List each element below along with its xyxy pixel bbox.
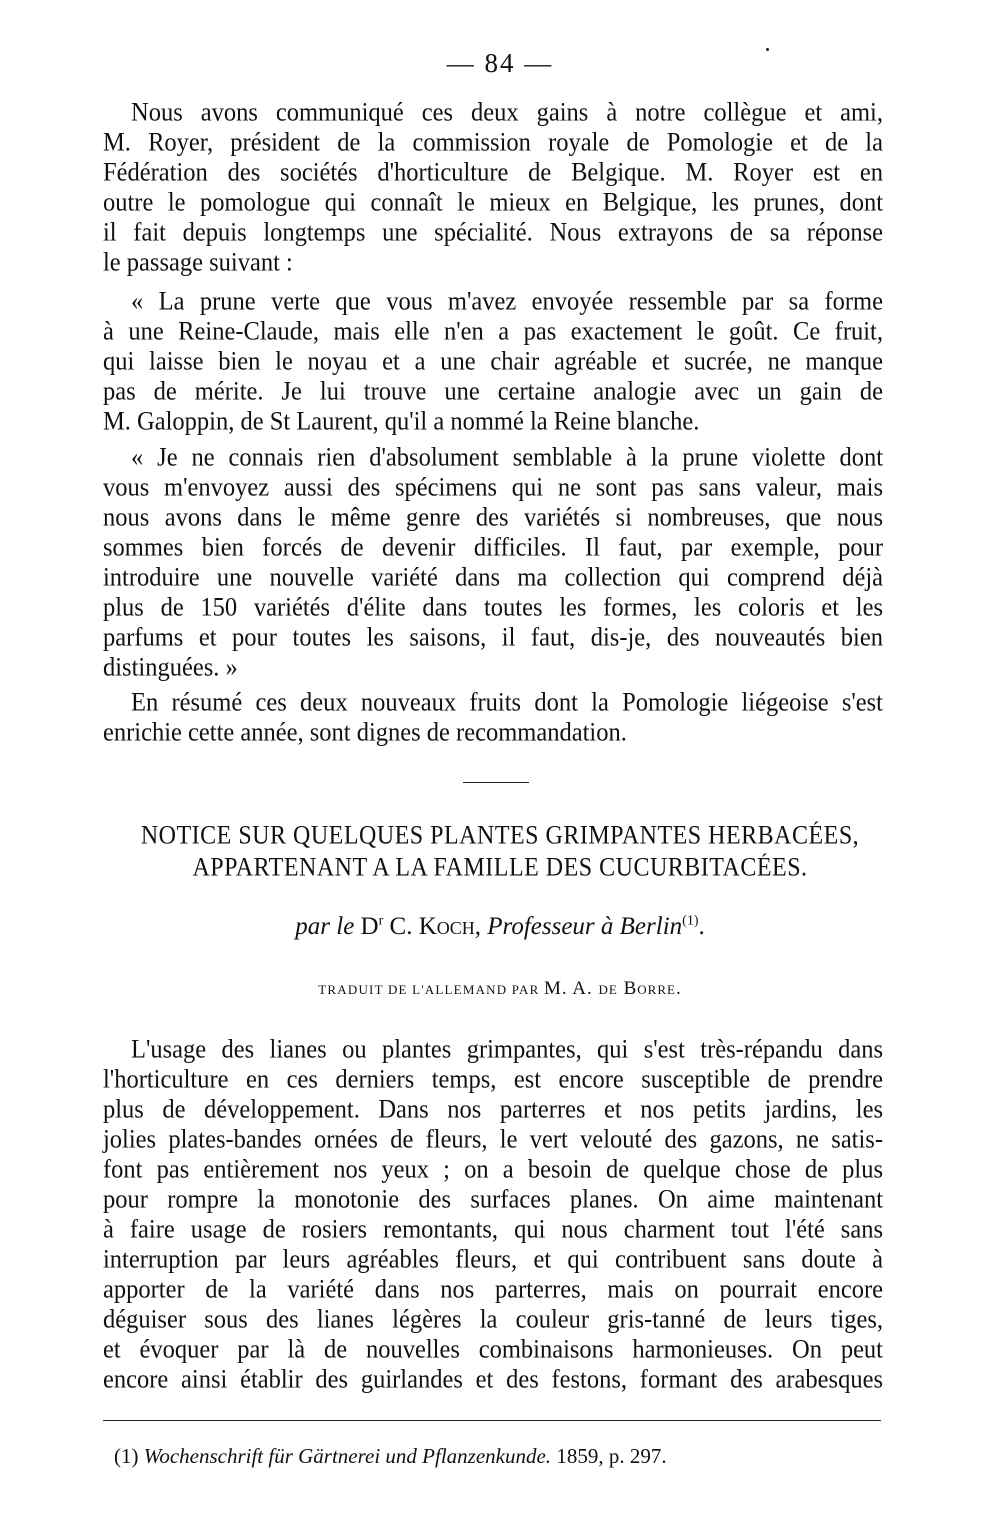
text-line: Fédération des sociétés d'horticulture de Belgique. M. Royer est en xyxy=(103,157,883,188)
footnote xyxy=(114,1444,667,1469)
footnote-citation: 1859, p. 297. xyxy=(556,1444,667,1468)
article-title-line-1: NOTICE SUR QUELQUES PLANTES GRIMPANTES HERBACÉES, xyxy=(140,821,860,851)
text-line: enrichie cette année, sont dignes de recommandation. xyxy=(103,717,627,748)
text-line: nous avons dans le même genre des variétés si nombreuses, que nous xyxy=(103,502,883,533)
translator-name: M. A. de Borre. xyxy=(543,978,682,999)
text-line: et évoquer par là de nouvelles combinaisons harmonieuses. On peut xyxy=(103,1334,883,1365)
text-line: déguiser sous des lianes légères la couleur gris-tanné de leurs tiges, xyxy=(103,1304,883,1335)
text-line: encore ainsi établir des guirlandes et des festons, formant des arabesques xyxy=(103,1364,883,1395)
text-line: « La prune verte que vous m'avez envoyée ressemble par sa forme xyxy=(131,286,883,317)
text-line: sommes bien forcés de devenir difficiles. Il faut, par exemple, pour xyxy=(103,532,883,563)
paragraph-resume xyxy=(103,688,883,748)
text-line: l'horticulture en ces derniers temps, est encore susceptible de prendre xyxy=(103,1064,883,1095)
text-line: il fait depuis longtemps une spécialité. Nous extrayons de sa réponse xyxy=(103,217,883,248)
scan-speck xyxy=(766,48,769,51)
text-line: à une Reine-Claude, mais elle n'en a pas exactement le goût. Ce fruit, xyxy=(103,316,883,347)
quote-prune-violette xyxy=(103,443,883,683)
byline-role: Professeur à Berlin xyxy=(487,913,683,940)
paragraph-royer xyxy=(103,98,883,278)
text-line: En résumé ces deux nouveaux fruits dont la Pomologie liégeoise s'est xyxy=(131,687,883,718)
text-line: M. Galoppin, de St Laurent, qu'il a nommé la Reine blanche. xyxy=(103,406,700,437)
translator-prefix: TRADUIT DE L'ALLEMAND PAR xyxy=(318,982,540,997)
footnote-reference[interactable]: (1) xyxy=(682,913,699,929)
text-line: introduire une nouvelle variété dans ma collection qui comprend déjà xyxy=(103,562,883,593)
footnote-source: Wochenschrift für Gärtnerei und Pflanzenkunde. xyxy=(143,1444,552,1468)
text-line: apporter de la variété dans nos parterres, mais on pourrait encore xyxy=(103,1274,883,1305)
page-number: — 84 — xyxy=(446,48,554,78)
section-divider xyxy=(463,782,529,783)
footnote-marker: (1) xyxy=(114,1444,139,1468)
text-line: jolies plates-bandes ornées de fleurs, le vert velouté des gazons, ne satis- xyxy=(103,1124,883,1155)
text-line: distinguées. » xyxy=(103,652,238,683)
text-line: M. Royer, président de la commission royale de Pomologie et de la xyxy=(103,127,883,158)
translator-credit xyxy=(0,978,1000,1000)
text-line: vous m'envoyez aussi des spécimens qui ne sont pas sans valeur, mais xyxy=(103,472,883,503)
text-line: Nous avons communiqué ces deux gains à notre collègue et ami, xyxy=(131,97,883,128)
text-line: outre le pomologue qui connaît le mieux en Belgique, les prunes, dont xyxy=(103,187,883,218)
quote-prune-verte xyxy=(103,287,883,437)
article-body xyxy=(103,1035,883,1395)
text-line: parfums et pour toutes les saisons, il faut, dis-je, des nouveautés bien xyxy=(103,622,883,653)
text-line: L'usage des lianes ou plantes grimpantes, qui s'est très-répandu dans xyxy=(131,1034,883,1065)
footnote-divider xyxy=(103,1420,881,1421)
text-line: plus de 150 variétés d'élite dans toutes les formes, les coloris et les xyxy=(103,592,883,623)
text-line: qui laisse bien le noyau et a une chair agréable et sucrée, ne manque xyxy=(103,346,883,377)
text-line: font pas entièrement nos yeux ; on a besoin de quelque chose de plus xyxy=(103,1154,883,1185)
text-line: le passage suivant : xyxy=(103,247,293,278)
text-line: « Je ne connais rien d'absolument semblable à la prune violette dont xyxy=(131,442,883,473)
article-byline: par le $D^r$ C. Koch, Professeur à Berlin$^{(1)}$. xyxy=(295,913,705,940)
text-line: interruption par leurs agréables fleurs, et qui contribuent sans doute à xyxy=(103,1244,883,1275)
text-line: pas de mérite. Je lui trouve une certaine analogie avec un gain de xyxy=(103,376,883,407)
byline-par: par le xyxy=(295,913,355,940)
byline-title: $D^r$ xyxy=(360,913,384,940)
byline-author: C. Koch, xyxy=(389,913,482,940)
text-line: à faire usage de rosiers remontants, qui nous charment tout l'été sans xyxy=(103,1214,883,1245)
text-line: pour rompre la monotonie des surfaces planes. On aime maintenant xyxy=(103,1184,883,1215)
text-line: plus de développement. Dans nos parterres et nos petits jardins, les xyxy=(103,1094,883,1125)
article-title-line-2: APPARTENANT A LA FAMILLE DES CUCURBITACÉES. xyxy=(192,853,808,883)
